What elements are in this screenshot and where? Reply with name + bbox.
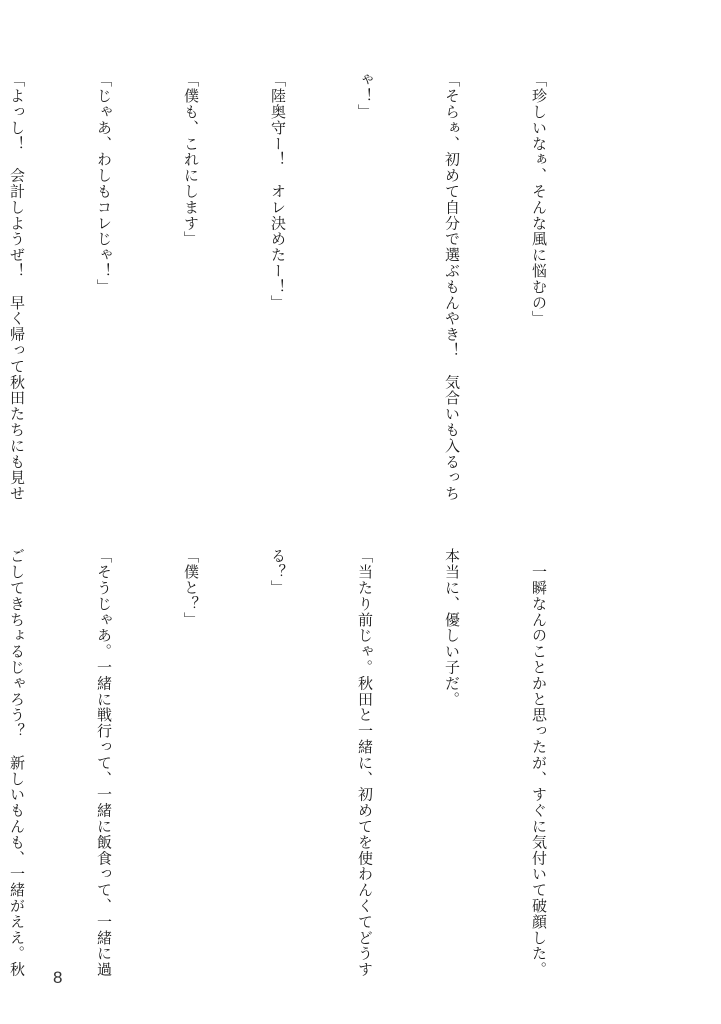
text-line: 一瞬なんのことかと思ったが、すぐに気付いて破顔した。 bbox=[530, 548, 548, 978]
text-line: る？」 bbox=[269, 548, 287, 596]
text-line: 「そらぁ、初めて自分で選ぶもんやき！ 気合いも入るっち bbox=[443, 72, 461, 502]
text-line: 「当たり前じゃ。秋田と一緒に、初めてを使わんくてどうす bbox=[356, 548, 374, 978]
text-line: 「僕と？」 bbox=[182, 548, 200, 628]
upper-text-block bbox=[0, 72, 611, 512]
text-line: 「よっし！ 会計しようぜ！ 早く帰って秋田たちにも見せ bbox=[8, 72, 26, 502]
page-number: 8 bbox=[53, 968, 63, 987]
text-line: 「そうじゃあ。一緒に戦行って、一緒に飯食って、一緒に過 bbox=[95, 548, 113, 978]
text-line: 「僕も、これにします」 bbox=[182, 72, 200, 247]
text-line: 「じゃあ、わしもコレじゃ！」 bbox=[95, 72, 113, 295]
text-line: ごしてきちょるじゃろう？ 新しいもんも、一緒がええ。秋 bbox=[8, 548, 26, 978]
text-line: 本当に、優しい子だ。 bbox=[443, 548, 461, 707]
text-line: ゃ！」 bbox=[356, 72, 374, 120]
text-line: 「陸奥守ー！ オレ決めたー！」 bbox=[269, 72, 287, 311]
text-line: 「珍しいなぁ、そんな風に悩むの」 bbox=[530, 72, 548, 327]
lower-text-block bbox=[0, 548, 611, 988]
